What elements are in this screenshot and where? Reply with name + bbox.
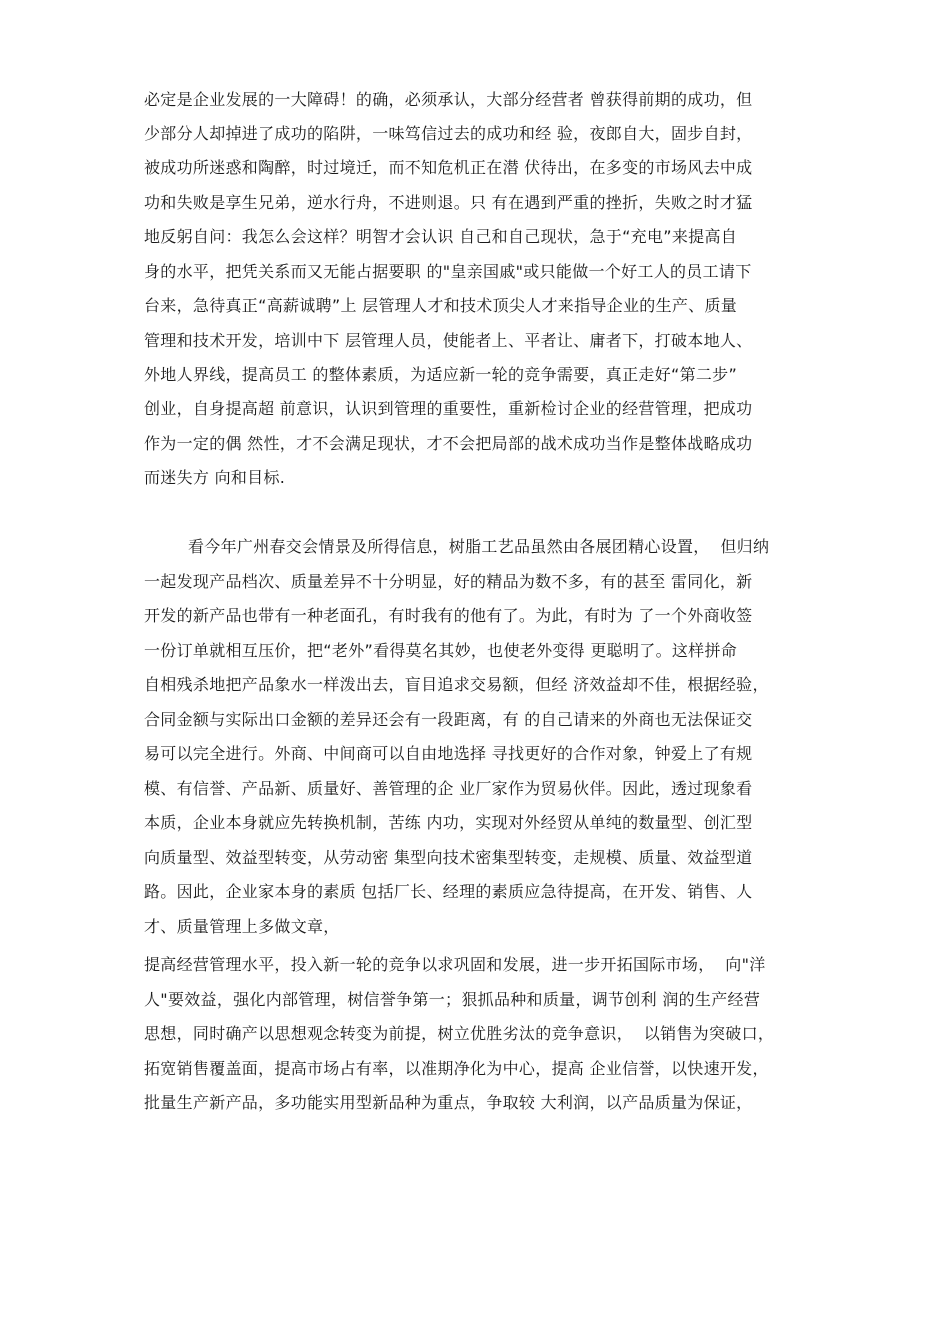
paragraph-2-line-2: 一起发现产品档次、质量差异不十分明显，好的精品为数不多，有的甚至 雷同化，新: [144, 572, 753, 591]
paragraph-1-line-8: 管理和技术开发，培训中下 层管理人员，使能者上、平者让、庸者下，打破本地人、: [144, 331, 753, 350]
paragraph-2-line-7: 易可以完全进行。外商、中间商可以自由地选择 寻找更好的合作对象，钟爱上了有规: [144, 744, 753, 763]
paragraph-2-line-11: 路。因此，企业家本身的素质 包括厂长、经理的素质应急待提高，在开发、销售、人: [144, 882, 753, 901]
paragraph-1-line-1: 必定是企业发展的一大障碍！的确，必须承认，大部分经营者 曾获得前期的成功，但: [144, 90, 753, 109]
paragraph-2-line-10: 向质量型、效益型转变，从劳动密 集型向技术密集型转变，走规模、质量、效益型道: [144, 848, 753, 867]
paragraph-2-line-3: 开发的新产品也带有一种老面孔，有时我有的他有了。为此，有时为 了一个外商收签: [144, 606, 753, 625]
paragraph-2-line-9: 本质，企业本身就应先转换机制，苦练 内功，实现对外经贸从单纯的数量型、创汇型: [144, 813, 753, 832]
paragraph-1-line-3: 被成功所迷惑和陶醉，时过境迁，而不知危机正在潜 伏待出，在多变的市场风去中成: [144, 158, 753, 177]
paragraph-1-line-10: 创业，自身提高超 前意识，认识到管理的重要性，重新检讨企业的经营管理，把成功: [144, 399, 753, 418]
paragraph-1-line-11: 作为一定的偶 然性，才不会满足现状，才不会把局部的战术成功当作是整体战略成功: [144, 434, 753, 453]
paragraph-1-line-2: 少部分人却掉进了成功的陷阱，一味笃信过去的成功和经 验，夜郎自大，固步自封，: [144, 124, 753, 143]
paragraph-2-line-4: 一份订单就相互压价，把“老外”看得莫名其妙，也使老外变得 更聪明了。这样拼命: [144, 641, 738, 660]
paragraph-3-line-3: 思想，同时确产以思想观念转变为前提，树立优胜劣汰的竞争意识， 以销售为突破口，: [144, 1024, 775, 1043]
paragraph-2-line-8: 模、有信誉、产品新、质量好、善管理的企 业厂家作为贸易伙伴。因此，透过现象看: [144, 779, 753, 798]
paragraph-3-line-4: 拓宽销售覆盖面，提高市场占有率，以准期净化为中心，提高 企业信誉，以快速开发，: [144, 1059, 769, 1078]
paragraph-2-line-5: 自相残杀地把产品象水一样泼出去，盲目追求交易额，但经 济效益却不佳，根据经验，: [144, 675, 769, 694]
paragraph-3-line-5: 批量生产新产品，多功能实用型新品种为重点，争取较 大利润，以产品质量为保证，: [144, 1093, 753, 1112]
paragraph-2-line-12: 才、质量管理上多做文章，: [144, 917, 340, 936]
paragraph-1-line-5: 地反躬自问：我怎么会这样？明智才会认识 自己和自己现状，急于“充电”来提高自: [144, 227, 738, 246]
paragraph-1-line-9: 外地人界线，提高员工 的整体素质，为适应新一轮的竞争需要，真正走好“第二步”: [144, 365, 738, 384]
paragraph-2-line-1: 看今年广州春交会情景及所得信息，树脂工艺品虽然由各展团精心设置， 但归纳: [188, 537, 770, 556]
paragraph-2-line-6: 合同金额与实际出口金额的差异还会有一段距离，有 的自己请来的外商也无法保证交: [144, 710, 753, 729]
paragraph-1-line-12: 而迷失方 向和目标.: [144, 468, 286, 487]
paragraph-1-line-6: 身的水平，把凭关系而又无能占据要职 的"皇亲国戚"或只能做一个好工人的员工请下: [144, 262, 752, 281]
paragraph-3-line-2: 人"要效益，强化内部管理，树信誉争第一；狠抓品种和质量，调节创利 润的生产经营: [144, 990, 761, 1009]
paragraph-3-line-1: 提高经营管理水平，投入新一轮的竞争以求巩固和发展，进一步开拓国际市场， 向"洋: [144, 955, 766, 974]
paragraph-1-line-7: 台来，急待真正“高薪诚聘”上 层管理人才和技术顶尖人才来指导企业的生产、质量: [144, 296, 738, 315]
paragraph-1-line-4: 功和失败是享生兄弟，逆水行舟，不进则退。只 有在遇到严重的挫折，失败之时才猛: [144, 193, 753, 212]
